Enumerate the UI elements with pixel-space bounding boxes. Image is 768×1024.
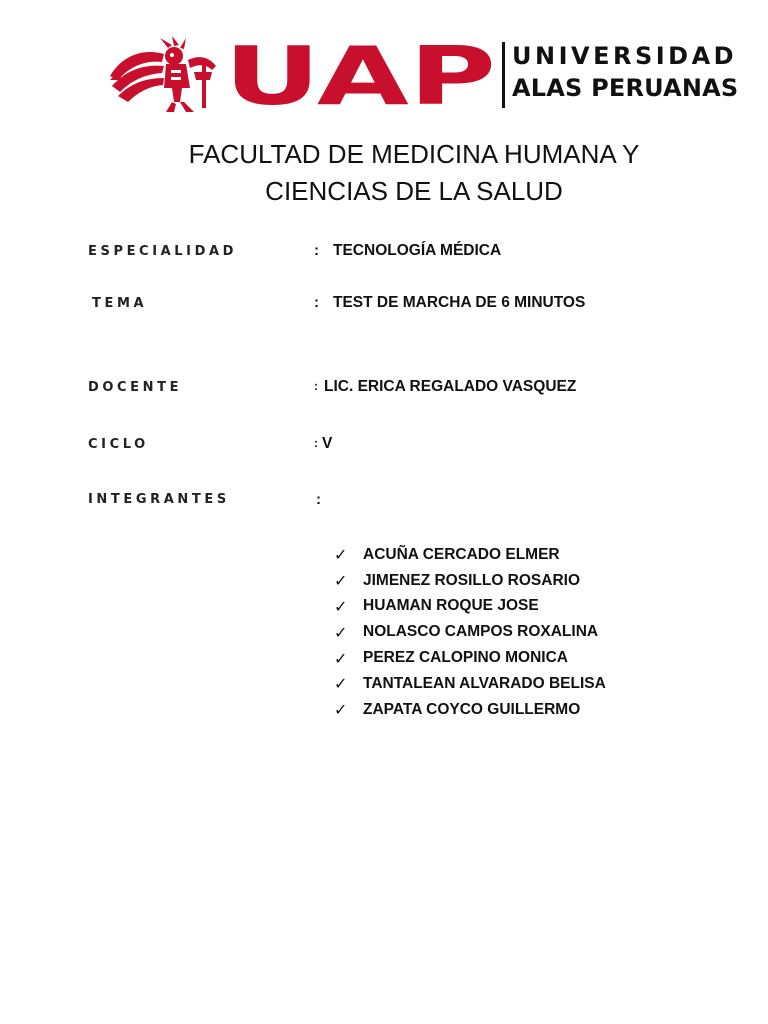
- university-name-line1: UNIVERSIDAD: [512, 42, 738, 70]
- tema-label: TEMA: [92, 296, 148, 311]
- list-item: [334, 645, 606, 671]
- member-name: PEREZ CALOPINO MONICA: [363, 649, 568, 667]
- members-list: [334, 542, 606, 723]
- tema-value: TEST DE MARCHA DE 6 MINUTOS: [333, 294, 586, 311]
- checkmark-icon: ✓: [334, 545, 348, 565]
- checkmark-icon: ✓: [334, 622, 348, 642]
- list-item: [334, 671, 606, 697]
- uap-letters: UAP: [224, 38, 496, 112]
- ciclo-colon: :: [314, 436, 318, 450]
- list-item: [334, 594, 606, 620]
- checkmark-icon: ✓: [334, 700, 348, 720]
- university-name: [512, 40, 739, 104]
- member-name: ZAPATA COYCO GUILLERMO: [363, 700, 581, 718]
- member-name: NOLASCO CAMPOS ROXALINA: [363, 623, 599, 641]
- docente-label: DOCENTE: [88, 380, 183, 395]
- ciclo-label: CICLO: [88, 437, 149, 452]
- checkmark-icon: ✓: [334, 674, 348, 694]
- docente-value: LIC. ERICA REGALADO VASQUEZ: [324, 378, 577, 395]
- faculty-title: [0, 136, 768, 210]
- faculty-title-line1: FACULTAD DE MEDICINA HUMANA Y: [188, 139, 640, 169]
- university-name-line2: ALAS PERUANAS: [512, 74, 739, 102]
- university-logo: [108, 36, 739, 114]
- checkmark-icon: ✓: [334, 596, 348, 616]
- member-name: HUAMAN ROQUE JOSE: [363, 597, 539, 615]
- especialidad-label: ESPECIALIDAD: [88, 244, 238, 259]
- list-item: [334, 542, 606, 568]
- member-name: TANTALEAN ALVARADO BELISA: [363, 674, 606, 692]
- ciclo-value: V: [322, 435, 333, 452]
- member-name: JIMENEZ ROSILLO ROSARIO: [363, 571, 581, 589]
- integrantes-label: INTEGRANTES: [88, 492, 230, 507]
- integrantes-colon: :: [316, 491, 321, 508]
- uap-wordmark: [222, 38, 498, 112]
- member-name: ACUÑA CERCADO ELMER: [363, 545, 560, 563]
- especialidad-colon: :: [314, 242, 319, 259]
- logo-divider: [502, 42, 505, 108]
- docente-colon: :: [314, 379, 318, 393]
- tema-colon: :: [314, 294, 319, 311]
- list-item: [334, 568, 606, 594]
- list-item: [334, 697, 606, 723]
- faculty-title-line2: CIENCIAS DE LA SALUD: [265, 176, 563, 206]
- especialidad-value: TECNOLOGÍA MÉDICA: [333, 242, 502, 259]
- winged-figure-emblem-icon: [108, 36, 218, 112]
- checkmark-icon: ✓: [334, 571, 348, 591]
- checkmark-icon: ✓: [334, 648, 348, 668]
- list-item: [334, 619, 606, 645]
